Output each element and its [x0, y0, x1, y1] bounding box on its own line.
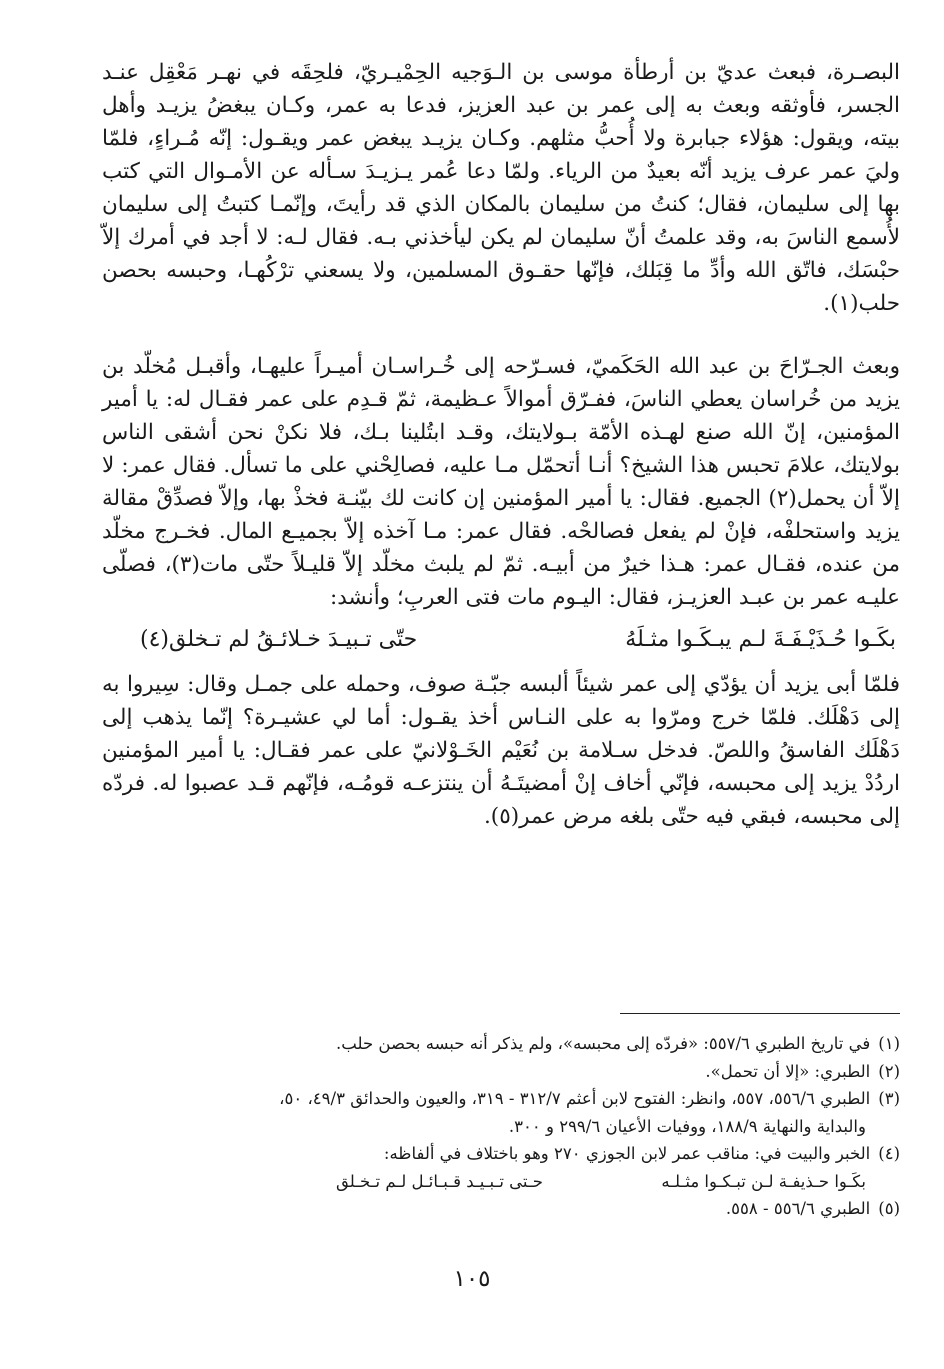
- poetry-verse: [102, 622, 900, 658]
- footnote-verse-first: بكَـوا حـذيفـة لـن تبـكـوا مثـلـه: [661, 1171, 866, 1191]
- footnote-separator: [620, 1013, 900, 1014]
- footnote-text: الخبر والبيت في: مناقب عمر لابن الجوزي ٢٧٠ وهو باختلاف في ألفاظه:: [383, 1144, 871, 1163]
- footnote-4-verse: [96, 1168, 866, 1196]
- footnote-text: الطبري ٥٥٦/٦ - ٥٥٨.: [725, 1199, 871, 1218]
- paragraph-3: فلمّا أبى يزيد أن يؤدّي إلى عمر شيئاً ألبسه جبّـة صوف، وحمله على جمـل وقال: سِيروا به إلى دَهْلَك. فلمّا خرج ومرّوا به على النـاس أخذ يقـول: أما لي عشيـرة؟ إنّما يذهب إلى دَهْلَك الفاسقُ واللصّ. فدخل سـلامة بن نُعَيْم الخَـوْلانيّ على عمر فقـال: يا أمير المؤمنين اردُدْ يزيد إلى محبسه، فإنّي أخاف إنْ أمضيتَـهُ أن ينتزعـه قومُـه، فإنّهم قـد عصبوا له. فردّه إلى محبسه، فبقي فيه حتّى بلغه مرض عمر(٥).: [102, 672, 900, 829]
- footnote-5: [96, 1195, 900, 1223]
- paragraph-2: وبعث الجـرّاحَ بن عبد الله الحَكَميّ، فسـرّحه إلى خُـراسـان أميـراً عليهـا، وأقبـل مُخلّد بن يزيد من خُراسان يعطي الناسَ، ففـرّق أموالاً عـظيمة، ثمّ قـدِم على عمر فقـال له: يا أمير المؤمنين، إنّ الله صنع لهـذه الأمّة بـولايتك، وقـد ابتُلينا بـك، فلا نكنْ نحن أشقى الناس بولايتك، علامَ تحبس هذا الشيخ؟ أنـا أتحمّل مـا عليه، فصالِحْني على ما تسأل. فقال عمر: لا إلاّ أن يحمل(٢) الجميع. فقال: يا أمير المؤمنين إن كانت لك بيّنـة فخذْ بها، وإلاّ فصدِّقْ مقالة يزيد واستحلفْه، فإنْ لم يفعل فصالحْه. فقال عمر: مـا آخذه إلاّ بجميـع المال. فخـرج مخلّد من عنده، فقـال عمر: هـذا خيرٌ من أبيـه. ثمّ لم يلبث مخلّد إلاّ قليـلاً حتّى مات(٣)، فصلّى عليـه عمر بن عبـد العزيـز، فقال: اليـوم مات فتى العربِ؛ وأنشد:: [102, 354, 900, 610]
- footnote-number: (٢): [878, 1061, 900, 1081]
- verse-first-hemistich: بكَـوا حُـذَيْـفَـةَ لـم يبـكَـوا مثـلَهُ: [625, 627, 896, 652]
- footnote-number: (٤): [878, 1144, 900, 1163]
- footnote-text: الطبري ٥٥٦/٦، ٥٥٧، وانظر: الفتوح لابن أعثم ٣١٢/٧ - ٣١٩، والعيون والحدائق ٤٩/٣، ٥٠،: [279, 1089, 871, 1108]
- paragraph-1: البصـرة، فبعث عديّ بن أرطأة موسى بن الـوَجيه الحِمْيـريّ، فلحِقَه في نهـر مَعْقِل عنـد الجسر، فأوثقه وبعث به إلى عمر بن عبد العزيز، فدعا به عمر، وكـان يبغضُ يزيـد وأهل بيته، ويقول: هؤلاء جبابرة ولا أُحبُّ مثلهم. وكـان يزيـد يبغض عمر ويقـول: إنّه مُـراءٍ، فلمّا وليَ عمر عرف يزيد أنّه بعيدٌ من الرياء. ولمّا دعا عُمر يـزيـدَ سـأله عن الأمـوال التي كتب بها إلى سليمان، فقال؛ كنتُ من سليمان بالمكان الذي قد رأيتَ، وإنّمـا كتبتُ إلى سليمان لأُسمع الناسَ به، وقد علمتُ أنّ سليمان لم يكن ليأخذني بـه. فقال لـه: لا أجد في أمرك إلاّ حبْسَك، فاتّق الله وأدِّ ما قِبَلك، فإنّها حقـوق المسلمين، ولا يسعني ترْكُهـا، وحبسه بحصن حلب(١).: [102, 60, 900, 316]
- footnote-3-continuation: والبداية والنهاية ١٨٨/٩، ووفيات الأعيان ٢٩٩/٦ و ٣٠٠.: [508, 1116, 866, 1136]
- footnotes: [96, 1030, 900, 1223]
- footnote-2: [96, 1058, 900, 1086]
- paragraph-gap: [102, 320, 900, 350]
- footnote-number: (١): [878, 1034, 900, 1053]
- footnote-number: (٥): [878, 1199, 900, 1218]
- page-number: ١٠٥: [453, 1266, 491, 1292]
- footnote-text: في تاريخ الطبري ٥٥٧/٦: «فردّه إلى محبسه»، ولم يذكر أنه حبسه بحصن حلب.: [336, 1034, 871, 1053]
- main-text: [102, 56, 900, 833]
- footnote-verse-second: حـتى تـبـيـد قـبـائـل لـم تـخـلق: [336, 1171, 543, 1191]
- footnote-number: (٣): [878, 1089, 900, 1108]
- verse-second-hemistich: حتّى تـبيـدَ خـلائـقُ لم تـخلق(٤): [140, 627, 418, 652]
- footnote-4: [96, 1140, 900, 1168]
- footnote-text: الطبري: «إلا أن تحمل».: [705, 1061, 871, 1081]
- footnote-3: [96, 1085, 900, 1113]
- footnote-1: [96, 1030, 900, 1058]
